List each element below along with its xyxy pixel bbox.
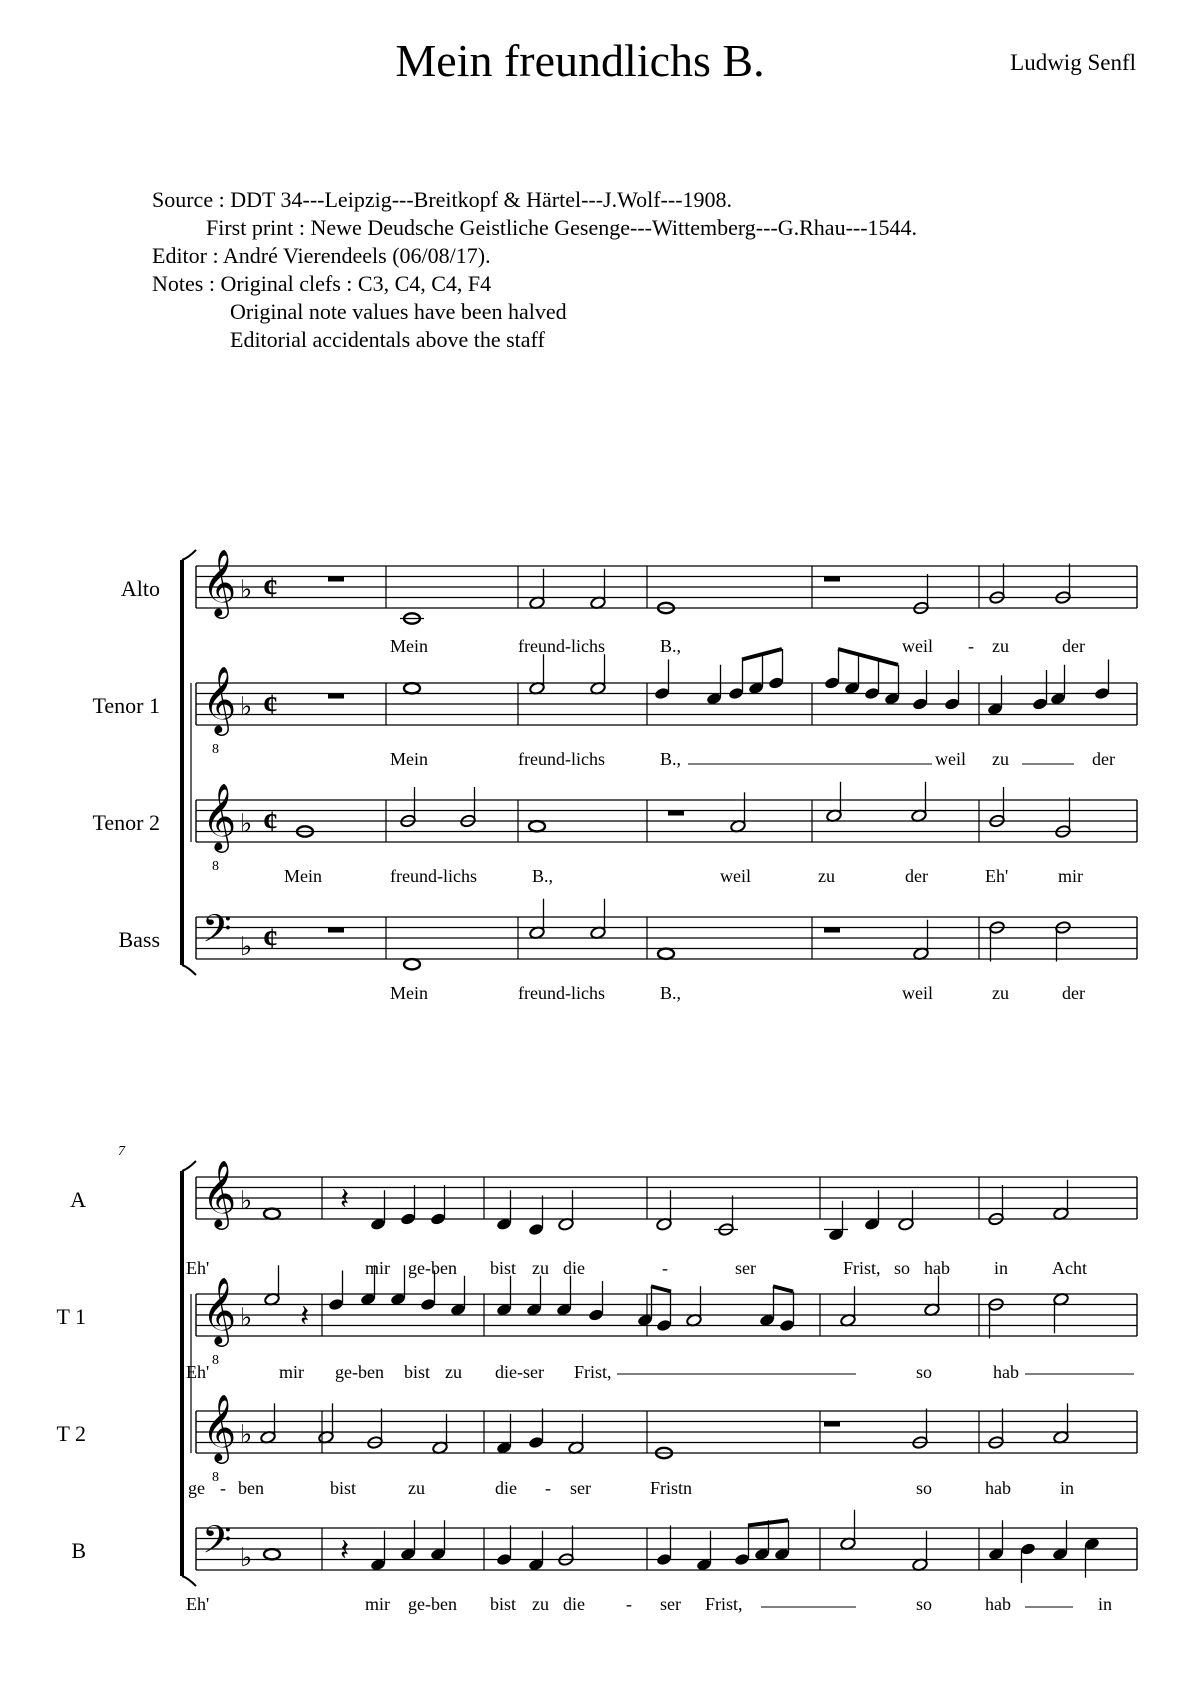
whole-rest bbox=[328, 577, 344, 582]
treble-clef: 𝄞 bbox=[202, 665, 237, 733]
flat-sign: ♭ bbox=[240, 1543, 253, 1573]
quarter-note bbox=[430, 1212, 446, 1226]
lyric: bist bbox=[490, 1258, 517, 1278]
whole-rest bbox=[668, 811, 684, 816]
lyric: ge-ben bbox=[408, 1594, 457, 1614]
whole-rest bbox=[824, 1422, 840, 1427]
lyric: ge-ben bbox=[408, 1258, 457, 1278]
whole-note bbox=[658, 949, 674, 959]
flat-sign: ♭ bbox=[240, 932, 253, 962]
lyric: Mein bbox=[390, 983, 428, 1003]
bracket-hook bbox=[182, 1576, 196, 1586]
lyric: Acht bbox=[1052, 1258, 1087, 1278]
lyric: mir bbox=[365, 1258, 390, 1278]
lyric: Mein bbox=[390, 636, 428, 656]
bracket-hook bbox=[182, 550, 196, 560]
source-line: Source : DDT 34---Leipzig---Breitkopf & Härtel---J.Wolf---1908. bbox=[152, 187, 733, 212]
cut-time-sign: ¢ bbox=[263, 688, 278, 721]
flat-sign: ♭ bbox=[240, 692, 253, 722]
lyric: zu bbox=[818, 866, 835, 886]
lyric: - bbox=[968, 636, 974, 656]
lyric: hab bbox=[924, 1258, 950, 1278]
piece-title: Mein freundlichs B. bbox=[395, 35, 765, 86]
quarter-note bbox=[824, 676, 840, 690]
note-values-line: Original note values have been halved bbox=[230, 299, 567, 324]
part-name-alto: Alto bbox=[120, 576, 160, 601]
cut-time-sign: ¢ bbox=[263, 805, 278, 838]
lyric: Frist, bbox=[705, 1594, 743, 1614]
lyric: ben bbox=[238, 1478, 264, 1498]
measure-number: 7 bbox=[118, 1144, 125, 1159]
lyric: mir bbox=[279, 1362, 304, 1382]
quarter-note bbox=[528, 1223, 544, 1237]
lyric: zu bbox=[992, 749, 1009, 769]
treble-clef: 𝄞 bbox=[202, 548, 237, 616]
quarter-note bbox=[728, 687, 744, 701]
lyric: bist bbox=[330, 1478, 357, 1498]
quarter-note bbox=[588, 1308, 604, 1322]
bass-clef: 𝄢 bbox=[202, 906, 232, 960]
lyric: freund-lichs bbox=[518, 983, 605, 1003]
lyric: Eh' bbox=[985, 866, 1009, 886]
whole-note bbox=[404, 959, 420, 969]
lyric: zu bbox=[532, 1258, 549, 1278]
quarter-note bbox=[768, 676, 784, 690]
treble-clef: 𝄞 bbox=[202, 1159, 237, 1227]
lyric: so bbox=[894, 1258, 911, 1278]
lyric: weil bbox=[720, 866, 751, 886]
quarter-note bbox=[654, 687, 670, 701]
lyric: Frist, bbox=[843, 1258, 881, 1278]
lyric: Eh' bbox=[186, 1258, 210, 1278]
whole-note bbox=[264, 1209, 280, 1219]
lyric: Eh' bbox=[186, 1362, 210, 1382]
quarter-note bbox=[864, 687, 880, 701]
flat-sign: ♭ bbox=[240, 1303, 253, 1333]
lyric: Eh' bbox=[186, 1594, 210, 1614]
octave-8-mark: 8 bbox=[212, 1353, 219, 1368]
lyric: der bbox=[1092, 749, 1115, 769]
lyric: die-ser bbox=[495, 1362, 544, 1382]
whole-note bbox=[404, 683, 420, 693]
lyric: freund-lichs bbox=[518, 636, 605, 656]
quarter-note bbox=[528, 1436, 544, 1450]
flat-sign: ♭ bbox=[240, 809, 253, 839]
whole-note bbox=[264, 1549, 280, 1559]
first-print-line: First print : Newe Deudsche Geistliche Gesenge---Wittemberg---G.Rhau---1544. bbox=[206, 215, 918, 240]
lyric: zu bbox=[992, 636, 1009, 656]
accidentals-line: Editorial accidentals above the staff bbox=[230, 327, 545, 352]
lyric: zu bbox=[445, 1362, 462, 1382]
treble-clef: 𝄞 bbox=[202, 1276, 237, 1344]
quarter-rest: 𝄽 bbox=[340, 1182, 350, 1217]
lyric: der bbox=[905, 866, 928, 886]
quarter-note bbox=[656, 1553, 672, 1567]
composer-name: Ludwig Senfl bbox=[1010, 50, 1136, 75]
lyric: in bbox=[1060, 1478, 1075, 1498]
lyric: - bbox=[545, 1478, 551, 1498]
notes-line: Notes : Original clefs : C3, C4, C4, F4 bbox=[152, 271, 492, 296]
lyric: mir bbox=[1058, 866, 1083, 886]
part-name-tenor2-abbr: T 2 bbox=[56, 1421, 86, 1446]
lyric: so bbox=[916, 1362, 933, 1382]
quarter-rest: 𝄽 bbox=[300, 1299, 310, 1334]
beam bbox=[773, 1286, 793, 1291]
quarter-note bbox=[1020, 1542, 1036, 1556]
part-name-alto-abbr: A bbox=[70, 1187, 86, 1212]
part-name-tenor1-abbr: T 1 bbox=[56, 1304, 86, 1329]
lyric: - bbox=[220, 1478, 226, 1498]
lyric: in bbox=[994, 1258, 1009, 1278]
lyric: weil bbox=[935, 749, 966, 769]
quarter-note bbox=[944, 697, 960, 711]
lyric: ser bbox=[660, 1594, 681, 1614]
lyric: hab bbox=[985, 1594, 1011, 1614]
whole-rest bbox=[328, 928, 344, 933]
whole-rest bbox=[824, 577, 840, 582]
lyric: ser bbox=[735, 1258, 756, 1278]
bracket-hook bbox=[182, 965, 196, 975]
lyric: ge-ben bbox=[335, 1362, 384, 1382]
lyric: die bbox=[495, 1478, 517, 1498]
lyric: - bbox=[626, 1594, 632, 1614]
lyric: weil bbox=[902, 636, 933, 656]
quarter-note bbox=[912, 697, 928, 711]
lyric: hab bbox=[985, 1478, 1011, 1498]
part-name-bass-abbr: B bbox=[71, 1538, 86, 1563]
editor-line: Editor : André Vierendeels (06/08/17). bbox=[152, 243, 491, 268]
lyric: B., bbox=[660, 983, 682, 1003]
lyric: ser bbox=[570, 1478, 591, 1498]
lyric: Fristn bbox=[650, 1478, 693, 1498]
lyric: ge bbox=[188, 1478, 205, 1498]
lyric: B., bbox=[660, 749, 682, 769]
lyric: Frist, bbox=[574, 1362, 612, 1382]
quarter-note bbox=[1032, 697, 1048, 711]
lyric: freund-lichs bbox=[518, 749, 605, 769]
octave-8-mark: 8 bbox=[212, 1470, 219, 1485]
lyric: Mein bbox=[390, 749, 428, 769]
flat-sign: ♭ bbox=[240, 1420, 253, 1450]
quarter-note bbox=[496, 1553, 512, 1567]
treble-clef: 𝄞 bbox=[202, 782, 237, 850]
lyric: zu bbox=[408, 1478, 425, 1498]
lyric: der bbox=[1062, 983, 1085, 1003]
octave-8-mark: 8 bbox=[212, 742, 219, 757]
beam bbox=[838, 649, 898, 665]
quarter-note bbox=[420, 1298, 436, 1312]
quarter-rest: 𝄽 bbox=[340, 1533, 350, 1568]
lyric: B., bbox=[532, 866, 554, 886]
lyric: - bbox=[662, 1258, 668, 1278]
lyric: freund-lichs bbox=[390, 866, 477, 886]
quarter-note bbox=[1094, 687, 1110, 701]
whole-rest bbox=[328, 694, 344, 699]
part-name-tenor1: Tenor 1 bbox=[92, 693, 160, 718]
beam bbox=[748, 1520, 788, 1525]
lyric: so bbox=[916, 1594, 933, 1614]
quarter-note bbox=[328, 1298, 344, 1312]
quarter-note bbox=[779, 1319, 795, 1333]
cut-time-sign: ¢ bbox=[263, 571, 278, 604]
bracket-hook bbox=[182, 1161, 196, 1171]
lyric: bist bbox=[490, 1594, 517, 1614]
beam bbox=[651, 1286, 671, 1291]
quarter-note bbox=[400, 1212, 416, 1226]
quarter-note bbox=[656, 1319, 672, 1333]
lyric: zu bbox=[532, 1594, 549, 1614]
cut-time-sign: ¢ bbox=[263, 922, 278, 955]
whole-note bbox=[529, 821, 545, 831]
lyric: bist bbox=[404, 1362, 431, 1382]
lyric: in bbox=[1098, 1594, 1113, 1614]
whole-rest bbox=[824, 928, 840, 933]
lyric: B., bbox=[660, 636, 682, 656]
quarter-note bbox=[734, 1553, 750, 1567]
flat-sign: ♭ bbox=[240, 1186, 253, 1216]
part-name-tenor2: Tenor 2 bbox=[92, 810, 160, 835]
octave-8-mark: 8 bbox=[212, 859, 219, 874]
lyric: hab bbox=[993, 1362, 1019, 1382]
treble-clef: 𝄞 bbox=[202, 1393, 237, 1461]
lyric: der bbox=[1062, 636, 1085, 656]
bass-clef: 𝄢 bbox=[202, 1517, 232, 1571]
lyric: Mein bbox=[284, 866, 322, 886]
part-name-bass: Bass bbox=[118, 927, 160, 952]
lyric: zu bbox=[992, 983, 1009, 1003]
lyric: die bbox=[563, 1258, 585, 1278]
lyric: mir bbox=[365, 1594, 390, 1614]
lyric: weil bbox=[902, 983, 933, 1003]
flat-sign: ♭ bbox=[240, 575, 253, 605]
lyric: die bbox=[563, 1594, 585, 1614]
lyric: so bbox=[916, 1478, 933, 1498]
